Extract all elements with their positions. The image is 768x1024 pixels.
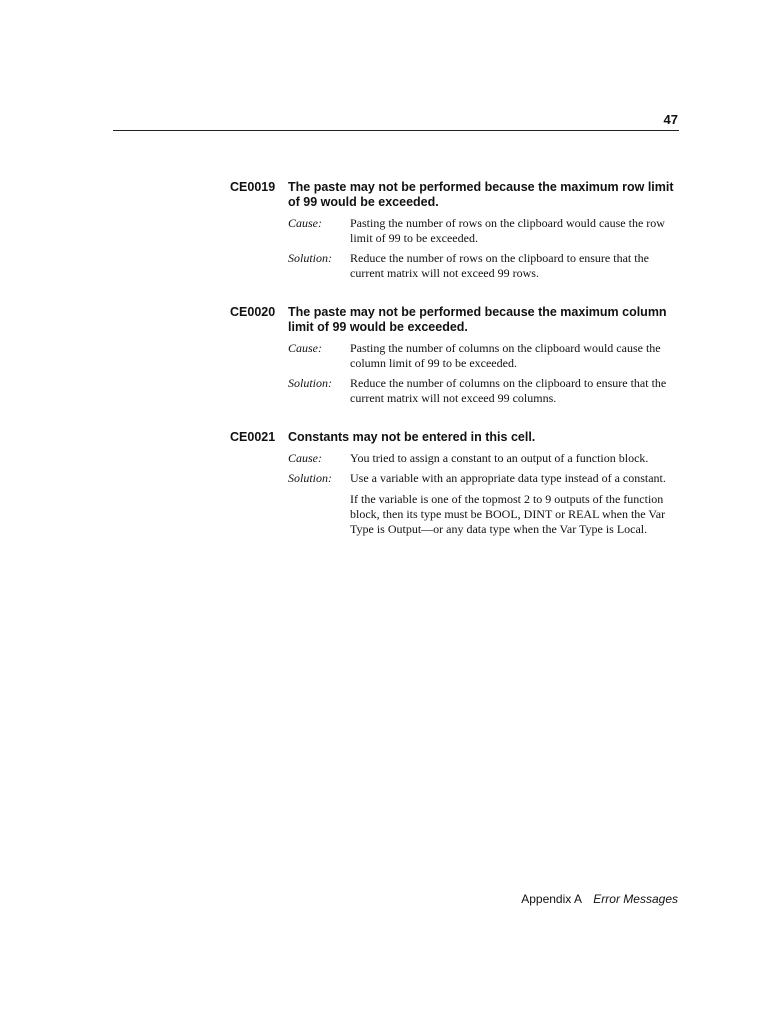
footer-section: Error Messages <box>593 892 678 906</box>
cause-text: Pasting the number of rows on the clipboard would cause the row limit of 99 to be exceeded. <box>350 216 665 245</box>
solution-note: If the variable is one of the topmost 2 to 9 outputs of the function block, then its type must be BOOL, DINT or REAL when the Var Type is Output—or any data type when the Var Type is Local. <box>350 492 666 536</box>
cause-row <box>288 216 680 246</box>
page-number: 47 <box>663 112 678 127</box>
solution-label: Solution: <box>288 471 332 485</box>
error-entry-ce0020 <box>230 305 680 406</box>
cause-label: Cause: <box>288 451 322 465</box>
cause-label: Cause: <box>288 341 322 355</box>
cause-label: Cause: <box>288 216 322 230</box>
cause-row <box>288 451 680 466</box>
cause-text: You tried to assign a constant to an output of a function block. <box>350 451 649 465</box>
cause-text: Pasting the number of columns on the clipboard would cause the column limit of 99 to be exceeded. <box>350 341 661 370</box>
solution-row <box>288 471 680 486</box>
error-code: CE0019 <box>230 180 276 194</box>
solution-text: Reduce the number of rows on the clipboard to ensure that the current matrix will not exceed 99 rows. <box>350 251 649 280</box>
solution-label: Solution: <box>288 251 332 265</box>
solution-text: Reduce the number of columns on the clipboard to ensure that the current matrix will not exceed 99 columns. <box>350 376 667 405</box>
error-title: The paste may not be performed because the maximum column limit of 99 would be exceeded. <box>288 305 667 334</box>
error-code: CE0020 <box>230 305 276 319</box>
error-title: Constants may not be entered in this cell. <box>288 430 536 444</box>
footer-appendix: Appendix A <box>521 892 582 906</box>
cause-row <box>288 341 680 371</box>
solution-row <box>288 376 680 406</box>
error-entry-ce0021 <box>230 430 680 537</box>
solution-text: Use a variable with an appropriate data type instead of a constant. <box>350 471 666 485</box>
error-code: CE0021 <box>230 430 276 444</box>
page-footer <box>400 892 678 906</box>
header-rule <box>113 130 679 131</box>
solution-row <box>288 251 680 281</box>
error-entry-ce0019 <box>230 180 680 281</box>
solution-label: Solution: <box>288 376 332 390</box>
error-title: The paste may not be performed because the maximum row limit of 99 would be exceeded. <box>288 180 674 209</box>
